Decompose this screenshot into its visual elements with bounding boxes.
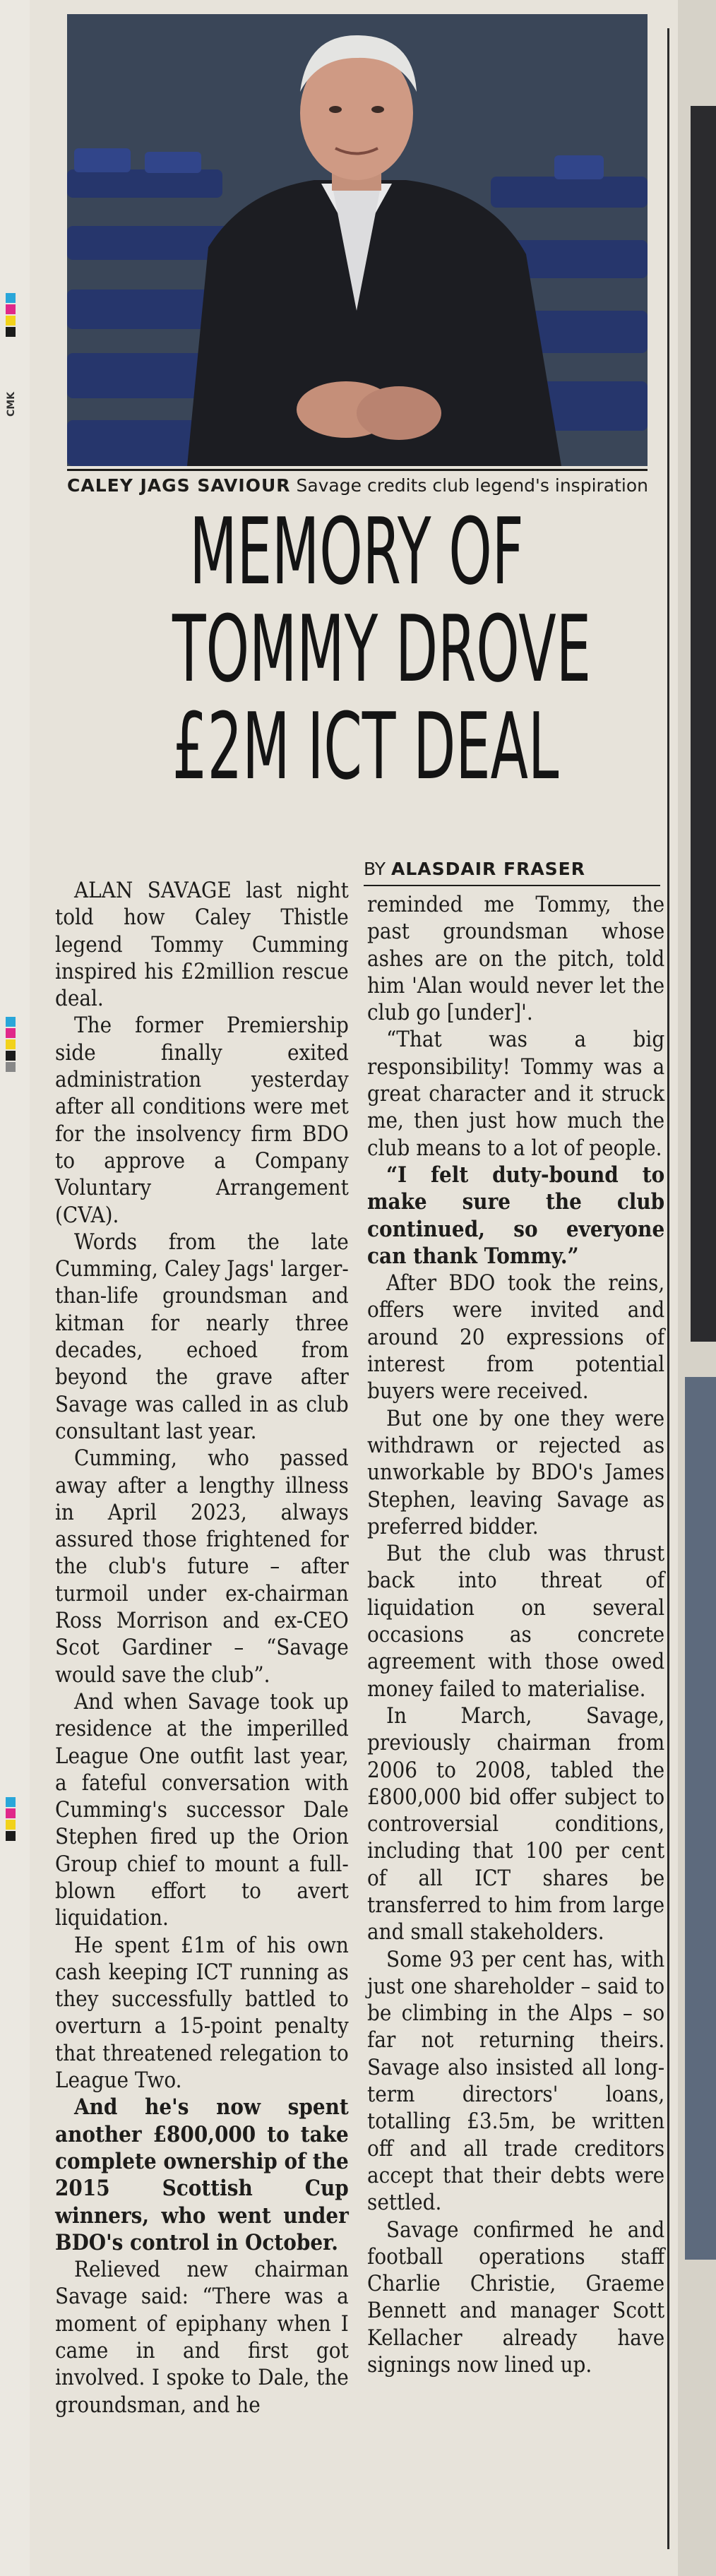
byline [364,857,660,886]
adjacent-photo-edge [685,1377,716,2260]
article-photo [67,14,648,466]
paragraph: Cumming, who passed away after a lengthy illness in April 2023, always assured those frightened for the club's future – after turmoil under ex-chairman Ross Morrison and ex-CEO Scot Gardiner – “Savage would save the club”. [55,1445,349,1688]
paragraph: Some 93 per cent has, with just one shareholder – said to be climbing in the Alps – so far not returning theirs. Savage also insisted all long-term directors' loans, totalling £3.5m, be written off and all trade creditors accept that their debts were settled. [367,1946,665,2216]
paragraph: reminded me Tommy, the past groundsman whose ashes are on the pitch, told him 'Alan would never let the club go [under]'. [367,892,665,1026]
photo-caption [67,472,660,500]
paragraph: And when Savage took up residence at the imperilled League One outfit last year, a fateful conversation with Cumming's successor Dale Stephen fired up the Orion Group chief to mount a full-blown effort to avert liquidation. [55,1688,349,1931]
paragraph: ALAN SAVAGE last night told how Caley Thistle legend Tommy Cumming inspired his £2million rescue deal. [55,878,349,1012]
article-column-left [55,877,349,2419]
paragraph: But the club was thrust back into threat of liquidation on several occasions as concrete agreement with those owed money failed to materialise. [367,1541,665,1702]
byline-author: ALASDAIR FRASER [391,859,586,879]
headline-line-2: TOMMY DROVE [172,595,592,703]
paragraph: He spent £1m of his own cash keeping ICT running as they successfully battled to overturn a 15-point penalty that threatened relegation to League Two. [55,1932,349,2094]
article-column-right [367,891,664,2378]
paragraph-bold: “I felt duty-bound to make sure the club continued, so everyone can thank Tommy.” [367,1162,665,1269]
headline-line-1: MEMORY OF [189,498,524,605]
paragraph: The former Premiership side finally exited administration yesterday after all conditions were met for the insolvency firm BDO to approve a Company Voluntary Arrangement (CVA). [55,1013,349,1228]
paragraph: Savage confirmed he and football operations staff Charlie Christie, Graeme Bennett and manager Scott Kellacher already have signings now lined up. [367,2217,665,2378]
caption-lead: CALEY JAGS SAVIOUR [67,475,291,496]
paragraph: After BDO took the reins, offers were invited and around 20 expressions of interest from potential buyers were received. [367,1270,665,1405]
man-in-stadium-photo [67,14,648,466]
paragraph: Relieved new chairman Savage said: “There was a moment of epiphany when I came in and first got involved. I spoke to Dale, the groundsman, and he [55,2257,349,2418]
paragraph: In March, Savage, previously chairman from 2006 to 2008, tabled the £800,000 bid offer subject to controversial conditions, including that 100 per cent of all ICT shares be transferred to him from large and small stakeholders. [367,1703,665,1945]
adjacent-page-edge [678,0,716,2576]
registration-marks-low [6,1797,16,1842]
caption-text: Savage credits club legend's inspiration [296,475,649,496]
paragraph: Words from the late Cumming, Caley Jags' larger-than-life groundsman and kitman for nearly three decades, echoed from beyond the grave after Savage was called in as club consultant last year. [55,1229,349,1444]
registration-marks-mid [6,1017,16,1073]
paragraph-bold: And he's now spent another £800,000 to take complete ownership of the 2015 Scottish Cup winners, who went under BDO's control in October. [55,2094,349,2255]
registration-marks-top [6,293,16,338]
column-rule [667,28,669,2549]
print-mark-label: CMK [6,391,17,417]
photo-divider [67,469,648,471]
paragraph: But one by one they were withdrawn or rejected as unworkable by BDO's James Stephen, leaving Savage as preferred bidder. [367,1405,665,1539]
headline-line-3: £2M ICT DEAL [172,693,559,800]
byline-prefix: BY [364,859,386,879]
adjacent-dark-block [691,106,716,1342]
headline [172,498,592,800]
paragraph: “That was a big responsibility! Tommy was a great character and it struck me, then just how much the club means to a lot of people. [367,1027,665,1161]
page-margin [0,0,30,2576]
